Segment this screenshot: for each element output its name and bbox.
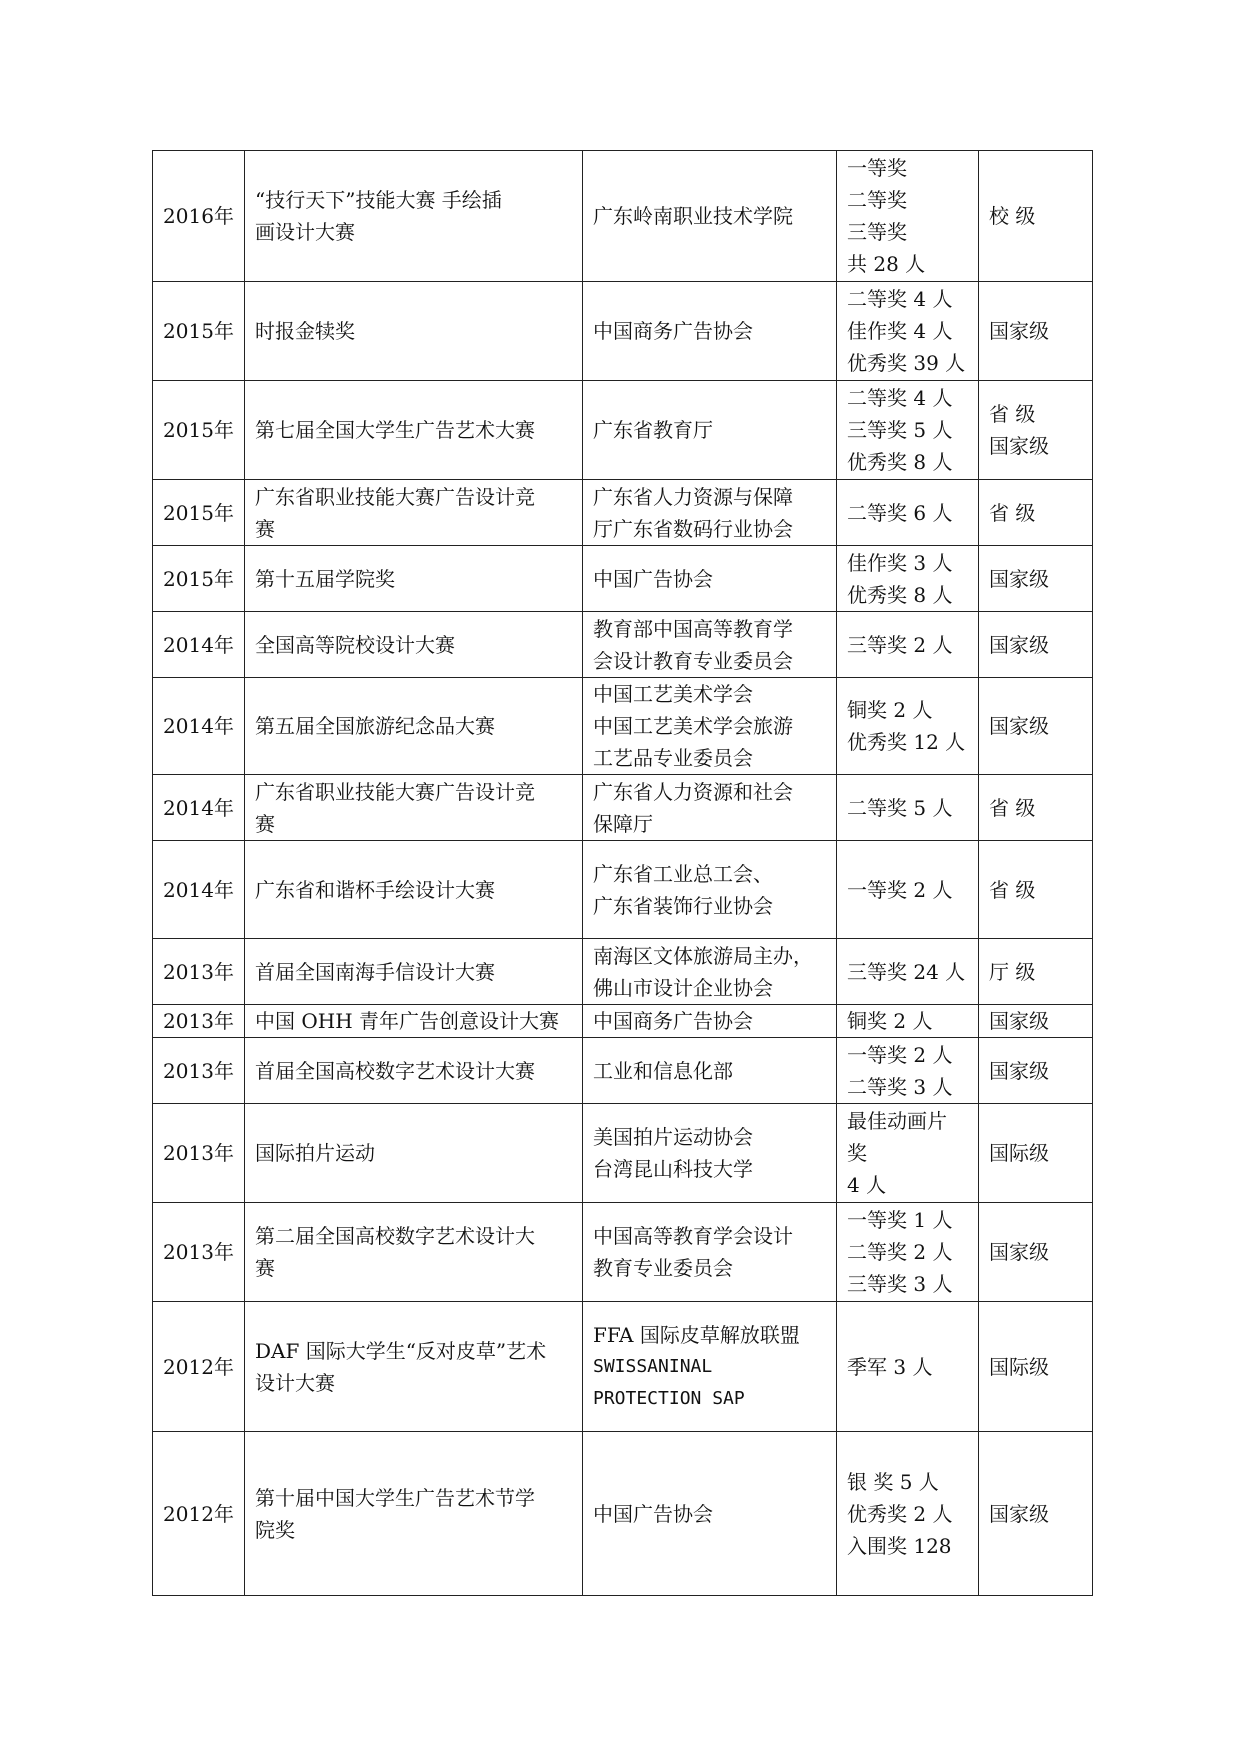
table-row (153, 1038, 1093, 1104)
organizer-cell-line: 广东岭南职业技术学院 (593, 204, 793, 228)
award-cell-line: 二等奖 4 人 (847, 386, 953, 410)
competition-cell-text (255, 874, 572, 906)
table-row (153, 381, 1093, 480)
organizer-cell-line: 广东省人力资源和社会 (593, 779, 793, 804)
organizer-cell-text (593, 776, 826, 840)
competition-cell-line: 赛 (255, 811, 275, 836)
competition-cell (245, 546, 583, 612)
competition-cell-line: 第七届全国大学生广告艺术大赛 (255, 418, 535, 442)
award-cell (837, 282, 979, 381)
organizer-cell (583, 1038, 837, 1104)
award-cell (837, 546, 979, 612)
competition-cell-text (255, 1137, 572, 1169)
competition-cell-text (255, 563, 572, 595)
level-cell-line: 校 级 (989, 204, 1036, 228)
competition-cell-text (255, 414, 572, 446)
award-cell-text (847, 792, 968, 824)
year-cell: 2015年 (153, 381, 245, 480)
award-cell-line: 三等奖 5 人 (847, 418, 953, 442)
level-cell (979, 1038, 1093, 1104)
table-row (153, 546, 1093, 612)
organizer-cell-line: 教育部中国高等教育学 (593, 616, 793, 641)
level-cell-text (989, 200, 1082, 232)
year-cell: 2012年 (153, 1302, 245, 1432)
award-cell-line: 三等奖 (847, 220, 907, 244)
table-row (153, 775, 1093, 841)
award-cell-line: 4 人 (847, 1173, 887, 1197)
level-cell (979, 775, 1093, 841)
organizer-cell (583, 775, 837, 841)
organizer-cell (583, 612, 837, 678)
competition-cell (245, 151, 583, 282)
award-cell (837, 1005, 979, 1038)
organizer-cell (583, 480, 837, 546)
level-cell-line: 国家级 (989, 1501, 1049, 1526)
table-row (153, 1005, 1093, 1038)
level-cell (979, 546, 1093, 612)
award-cell-line: 二等奖 2 人 (847, 1240, 953, 1264)
level-cell-line: 省 级 (989, 402, 1036, 426)
table-row (153, 1203, 1093, 1302)
level-cell-line: 国家级 (989, 1058, 1049, 1083)
competition-cell-text (255, 1220, 572, 1284)
level-cell-line: 国家级 (989, 566, 1049, 591)
competition-cell-text (255, 1335, 572, 1399)
award-cell-text (847, 956, 968, 988)
level-cell (979, 939, 1093, 1005)
level-cell-text (989, 1236, 1082, 1268)
award-cell-line: 二等奖 4 人 (847, 287, 953, 311)
level-cell-text (989, 1005, 1082, 1037)
organizer-cell-text (593, 1319, 826, 1415)
organizer-cell-line: 中国工艺美术学会 (593, 682, 753, 706)
competition-cell (245, 1432, 583, 1596)
award-cell-text (847, 152, 968, 280)
level-cell (979, 1302, 1093, 1432)
organizer-cell-line: 中国工艺美术学会旅游 (593, 714, 793, 738)
competition-cell-line: 首届全国南海手信设计大赛 (255, 959, 495, 984)
award-cell-line: 二等奖 (847, 188, 907, 212)
award-cell-line: 一等奖 (847, 156, 907, 180)
organizer-cell-line: 中国商务广告协会 (593, 1009, 753, 1033)
level-cell-text (989, 1351, 1082, 1383)
competition-cell-line: 中国 OHH 青年广告创意设计大赛 (255, 1009, 559, 1033)
organizer-cell-text (593, 563, 826, 595)
organizer-cell (583, 546, 837, 612)
competition-cell (245, 612, 583, 678)
organizer-cell-text (593, 1121, 826, 1185)
level-cell-text (989, 792, 1082, 824)
competition-cell-line: 第五届全国旅游纪念品大赛 (255, 714, 495, 738)
award-cell (837, 151, 979, 282)
level-cell (979, 381, 1093, 480)
level-cell (979, 480, 1093, 546)
organizer-cell-text (593, 414, 826, 446)
organizer-cell (583, 1104, 837, 1203)
award-cell (837, 381, 979, 480)
award-cell-text (847, 1466, 968, 1562)
competition-cell-text (255, 710, 572, 742)
level-cell-text (989, 956, 1082, 988)
level-cell (979, 678, 1093, 775)
award-cell-line: 一等奖 2 人 (847, 1042, 953, 1067)
organizer-cell-line: 美国拍片运动协会 (593, 1125, 753, 1149)
year-cell: 2012年 (153, 1432, 245, 1596)
award-cell-line: 佳作奖 3 人 (847, 550, 953, 575)
competition-cell-line: 时报金犊奖 (255, 319, 355, 343)
award-cell (837, 1203, 979, 1302)
award-cell-text (847, 1351, 968, 1383)
competition-cell-text (255, 629, 572, 661)
competition-cell-line: 第十五届学院奖 (255, 566, 395, 591)
year-cell: 2015年 (153, 480, 245, 546)
level-cell-text (989, 398, 1082, 462)
award-cell-line: 银 奖 5 人 (847, 1469, 939, 1494)
organizer-cell-line: 工艺品专业委员会 (593, 746, 753, 770)
organizer-cell-line: 中国广告协会 (593, 566, 713, 591)
year-cell: 2014年 (153, 775, 245, 841)
award-cell-line: 优秀奖 12 人 (847, 730, 966, 754)
level-cell (979, 282, 1093, 381)
organizer-cell-line: SWISSANINAL (593, 1355, 713, 1377)
year-cell: 2016年 (153, 151, 245, 282)
award-cell-line: 二等奖 6 人 (847, 500, 953, 525)
level-cell (979, 1005, 1093, 1038)
competition-cell-line: 第十届中国大学生广告艺术节学 (255, 1485, 535, 1510)
award-cell-line: 奖 (847, 1141, 867, 1165)
level-cell-line: 国家级 (989, 434, 1049, 458)
level-cell-line: 省 级 (989, 500, 1036, 525)
competition-cell-line: 广东省职业技能大赛广告设计竞 (255, 779, 535, 804)
organizer-cell-line: 中国商务广告协会 (593, 319, 753, 343)
organizer-cell-text (593, 940, 826, 1004)
level-cell-text (989, 315, 1082, 347)
year-cell: 2015年 (153, 282, 245, 381)
competition-cell-text (255, 481, 572, 545)
year-cell: 2013年 (153, 1005, 245, 1038)
level-cell-line: 省 级 (989, 795, 1036, 820)
table-row (153, 480, 1093, 546)
table-row (153, 151, 1093, 282)
organizer-cell-line: 厅广东省数码行业协会 (593, 516, 793, 541)
competition-cell-line: 赛 (255, 1256, 275, 1280)
organizer-cell-text (593, 1220, 826, 1284)
award-cell-text (847, 1039, 968, 1103)
organizer-cell-text (593, 1055, 826, 1087)
organizer-cell-text (593, 1005, 826, 1037)
competition-cell-line: 首届全国高校数字艺术设计大赛 (255, 1058, 535, 1083)
competition-cell-line: 广东省职业技能大赛广告设计竞 (255, 484, 535, 509)
award-cell-line: 二等奖 3 人 (847, 1074, 953, 1099)
organizer-cell-line: 广东省教育厅 (593, 418, 713, 442)
organizer-cell-line: 广东省工业总工会、 (593, 861, 773, 886)
organizer-cell (583, 151, 837, 282)
organizer-cell-text (593, 613, 826, 677)
level-cell (979, 1104, 1093, 1203)
award-cell-line: 优秀奖 8 人 (847, 450, 953, 474)
level-cell-text (989, 629, 1082, 661)
award-cell-line: 优秀奖 2 人 (847, 1501, 953, 1526)
competition-cell (245, 1203, 583, 1302)
organizer-cell-line: 中国高等教育学会设计 (593, 1224, 793, 1248)
level-cell-text (989, 1137, 1082, 1169)
award-cell-line: 季军 3 人 (847, 1354, 933, 1379)
organizer-cell-line: 佛山市设计企业协会 (593, 975, 773, 1000)
award-cell (837, 612, 979, 678)
year-cell: 2014年 (153, 841, 245, 939)
competition-cell-text (255, 315, 572, 347)
level-cell (979, 612, 1093, 678)
level-cell-text (989, 874, 1082, 906)
award-cell-line: 共 28 人 (847, 252, 926, 276)
level-cell (979, 1432, 1093, 1596)
organizer-cell-line: 台湾昆山科技大学 (593, 1157, 753, 1181)
award-cell-line: 优秀奖 8 人 (847, 582, 953, 607)
awards-table (152, 150, 1093, 1596)
year-cell: 2013年 (153, 1104, 245, 1203)
organizer-cell-line: 中国广告协会 (593, 1501, 713, 1526)
competition-cell (245, 775, 583, 841)
level-cell-line: 国家级 (989, 1240, 1049, 1264)
organizer-cell (583, 1302, 837, 1432)
organizer-cell-line: 会设计教育专业委员会 (593, 648, 793, 673)
award-cell-text (847, 382, 968, 478)
table-row (153, 939, 1093, 1005)
level-cell-text (989, 1055, 1082, 1087)
competition-cell-text (255, 184, 572, 248)
award-cell (837, 775, 979, 841)
level-cell-line: 国际级 (989, 1141, 1049, 1165)
award-cell-text (847, 874, 968, 906)
award-cell-text (847, 694, 968, 758)
year-cell: 2014年 (153, 678, 245, 775)
year-cell: 2015年 (153, 546, 245, 612)
organizer-cell (583, 282, 837, 381)
table-row (153, 1104, 1093, 1203)
level-cell-line: 省 级 (989, 877, 1036, 902)
table-row (153, 1432, 1093, 1596)
table-row (153, 1302, 1093, 1432)
award-cell (837, 1432, 979, 1596)
level-cell-text (989, 1498, 1082, 1530)
competition-cell-line: 赛 (255, 516, 275, 541)
award-cell (837, 1104, 979, 1203)
award-cell-line: 佳作奖 4 人 (847, 319, 953, 343)
award-cell-line: 三等奖 24 人 (847, 959, 966, 984)
organizer-cell (583, 1005, 837, 1038)
award-cell-text (847, 629, 968, 661)
award-cell-line: 一等奖 2 人 (847, 877, 953, 902)
competition-cell (245, 1005, 583, 1038)
organizer-cell-text (593, 481, 826, 545)
award-cell (837, 480, 979, 546)
organizer-cell (583, 1432, 837, 1596)
organizer-cell-line: 南海区文体旅游局主办， (593, 943, 813, 968)
level-cell-line: 国际级 (989, 1354, 1049, 1379)
award-cell (837, 841, 979, 939)
level-cell-line: 国家级 (989, 714, 1049, 738)
award-cell-line: 入围奖 128 (847, 1533, 952, 1558)
award-cell (837, 939, 979, 1005)
level-cell (979, 151, 1093, 282)
award-cell-text (847, 283, 968, 379)
organizer-cell-line: FFA 国际皮草解放联盟 (593, 1322, 800, 1347)
award-cell-line: 铜奖 2 人 (847, 1009, 933, 1033)
award-cell (837, 1302, 979, 1432)
competition-cell (245, 939, 583, 1005)
organizer-cell-line: 广东省人力资源与保障 (593, 484, 793, 509)
competition-cell (245, 1038, 583, 1104)
table-row (153, 612, 1093, 678)
award-cell-line: 铜奖 2 人 (847, 698, 933, 722)
organizer-cell-text (593, 678, 826, 774)
table-row (153, 678, 1093, 775)
organizer-cell (583, 1203, 837, 1302)
award-cell-line: 优秀奖 39 人 (847, 351, 966, 375)
award-cell (837, 678, 979, 775)
organizer-cell-line: 教育专业委员会 (593, 1256, 733, 1280)
award-cell-line: 三等奖 2 人 (847, 632, 953, 657)
competition-cell-text (255, 1005, 572, 1037)
organizer-cell (583, 841, 837, 939)
competition-cell-line: DAF 国际大学生“反对皮草”艺术 (255, 1338, 547, 1363)
organizer-cell-text (593, 1498, 826, 1530)
award-cell-text (847, 1204, 968, 1300)
year-cell: 2013年 (153, 939, 245, 1005)
level-cell-line: 国家级 (989, 1009, 1049, 1033)
competition-cell-line: 国际拍片运动 (255, 1141, 375, 1165)
organizer-cell-text (593, 858, 826, 922)
competition-cell (245, 1302, 583, 1432)
organizer-cell (583, 678, 837, 775)
award-cell (837, 1038, 979, 1104)
competition-cell-line: 全国高等院校设计大赛 (255, 632, 455, 657)
award-cell-line: 一等奖 1 人 (847, 1208, 953, 1232)
competition-cell-text (255, 1055, 572, 1087)
level-cell-line: 国家级 (989, 319, 1049, 343)
competition-cell-line: 第二届全国高校数字艺术设计大 (255, 1224, 535, 1248)
award-cell-text (847, 497, 968, 529)
organizer-cell-line: 工业和信息化部 (593, 1058, 733, 1083)
table-row (153, 282, 1093, 381)
level-cell-text (989, 497, 1082, 529)
awards-table-body (153, 151, 1093, 1596)
organizer-cell-line: 保障厅 (593, 811, 653, 836)
level-cell (979, 1203, 1093, 1302)
level-cell (979, 841, 1093, 939)
award-cell-text (847, 1005, 968, 1037)
competition-cell (245, 480, 583, 546)
competition-cell (245, 381, 583, 480)
level-cell-text (989, 710, 1082, 742)
organizer-cell-line: 广东省装饰行业协会 (593, 893, 773, 918)
year-cell: 2013年 (153, 1203, 245, 1302)
competition-cell (245, 1104, 583, 1203)
competition-cell-text (255, 776, 572, 840)
award-cell-line: 二等奖 5 人 (847, 795, 953, 820)
competition-cell-text (255, 1482, 572, 1546)
organizer-cell-text (593, 315, 826, 347)
table-row (153, 841, 1093, 939)
competition-cell-line: “技行天下”技能大赛 手绘插 (255, 188, 502, 212)
level-cell-text (989, 563, 1082, 595)
competition-cell-line: 广东省和谐杯手绘设计大赛 (255, 877, 495, 902)
year-cell: 2013年 (153, 1038, 245, 1104)
competition-cell (245, 678, 583, 775)
organizer-cell (583, 381, 837, 480)
organizer-cell-text (593, 200, 826, 232)
competition-cell-line: 院奖 (255, 1517, 295, 1542)
award-cell-text (847, 547, 968, 611)
competition-cell (245, 282, 583, 381)
competition-cell (245, 841, 583, 939)
year-cell: 2014年 (153, 612, 245, 678)
competition-cell-text (255, 956, 572, 988)
level-cell-line: 厅 级 (989, 959, 1036, 984)
organizer-cell-line: PROTECTION SAP (593, 1387, 745, 1409)
competition-cell-line: 设计大赛 (255, 1370, 335, 1395)
award-cell-text (847, 1105, 968, 1201)
level-cell-line: 国家级 (989, 632, 1049, 657)
organizer-cell (583, 939, 837, 1005)
competition-cell-line: 画设计大赛 (255, 220, 355, 244)
award-cell-line: 三等奖 3 人 (847, 1272, 953, 1296)
award-cell-line: 最佳动画片 (847, 1109, 947, 1133)
